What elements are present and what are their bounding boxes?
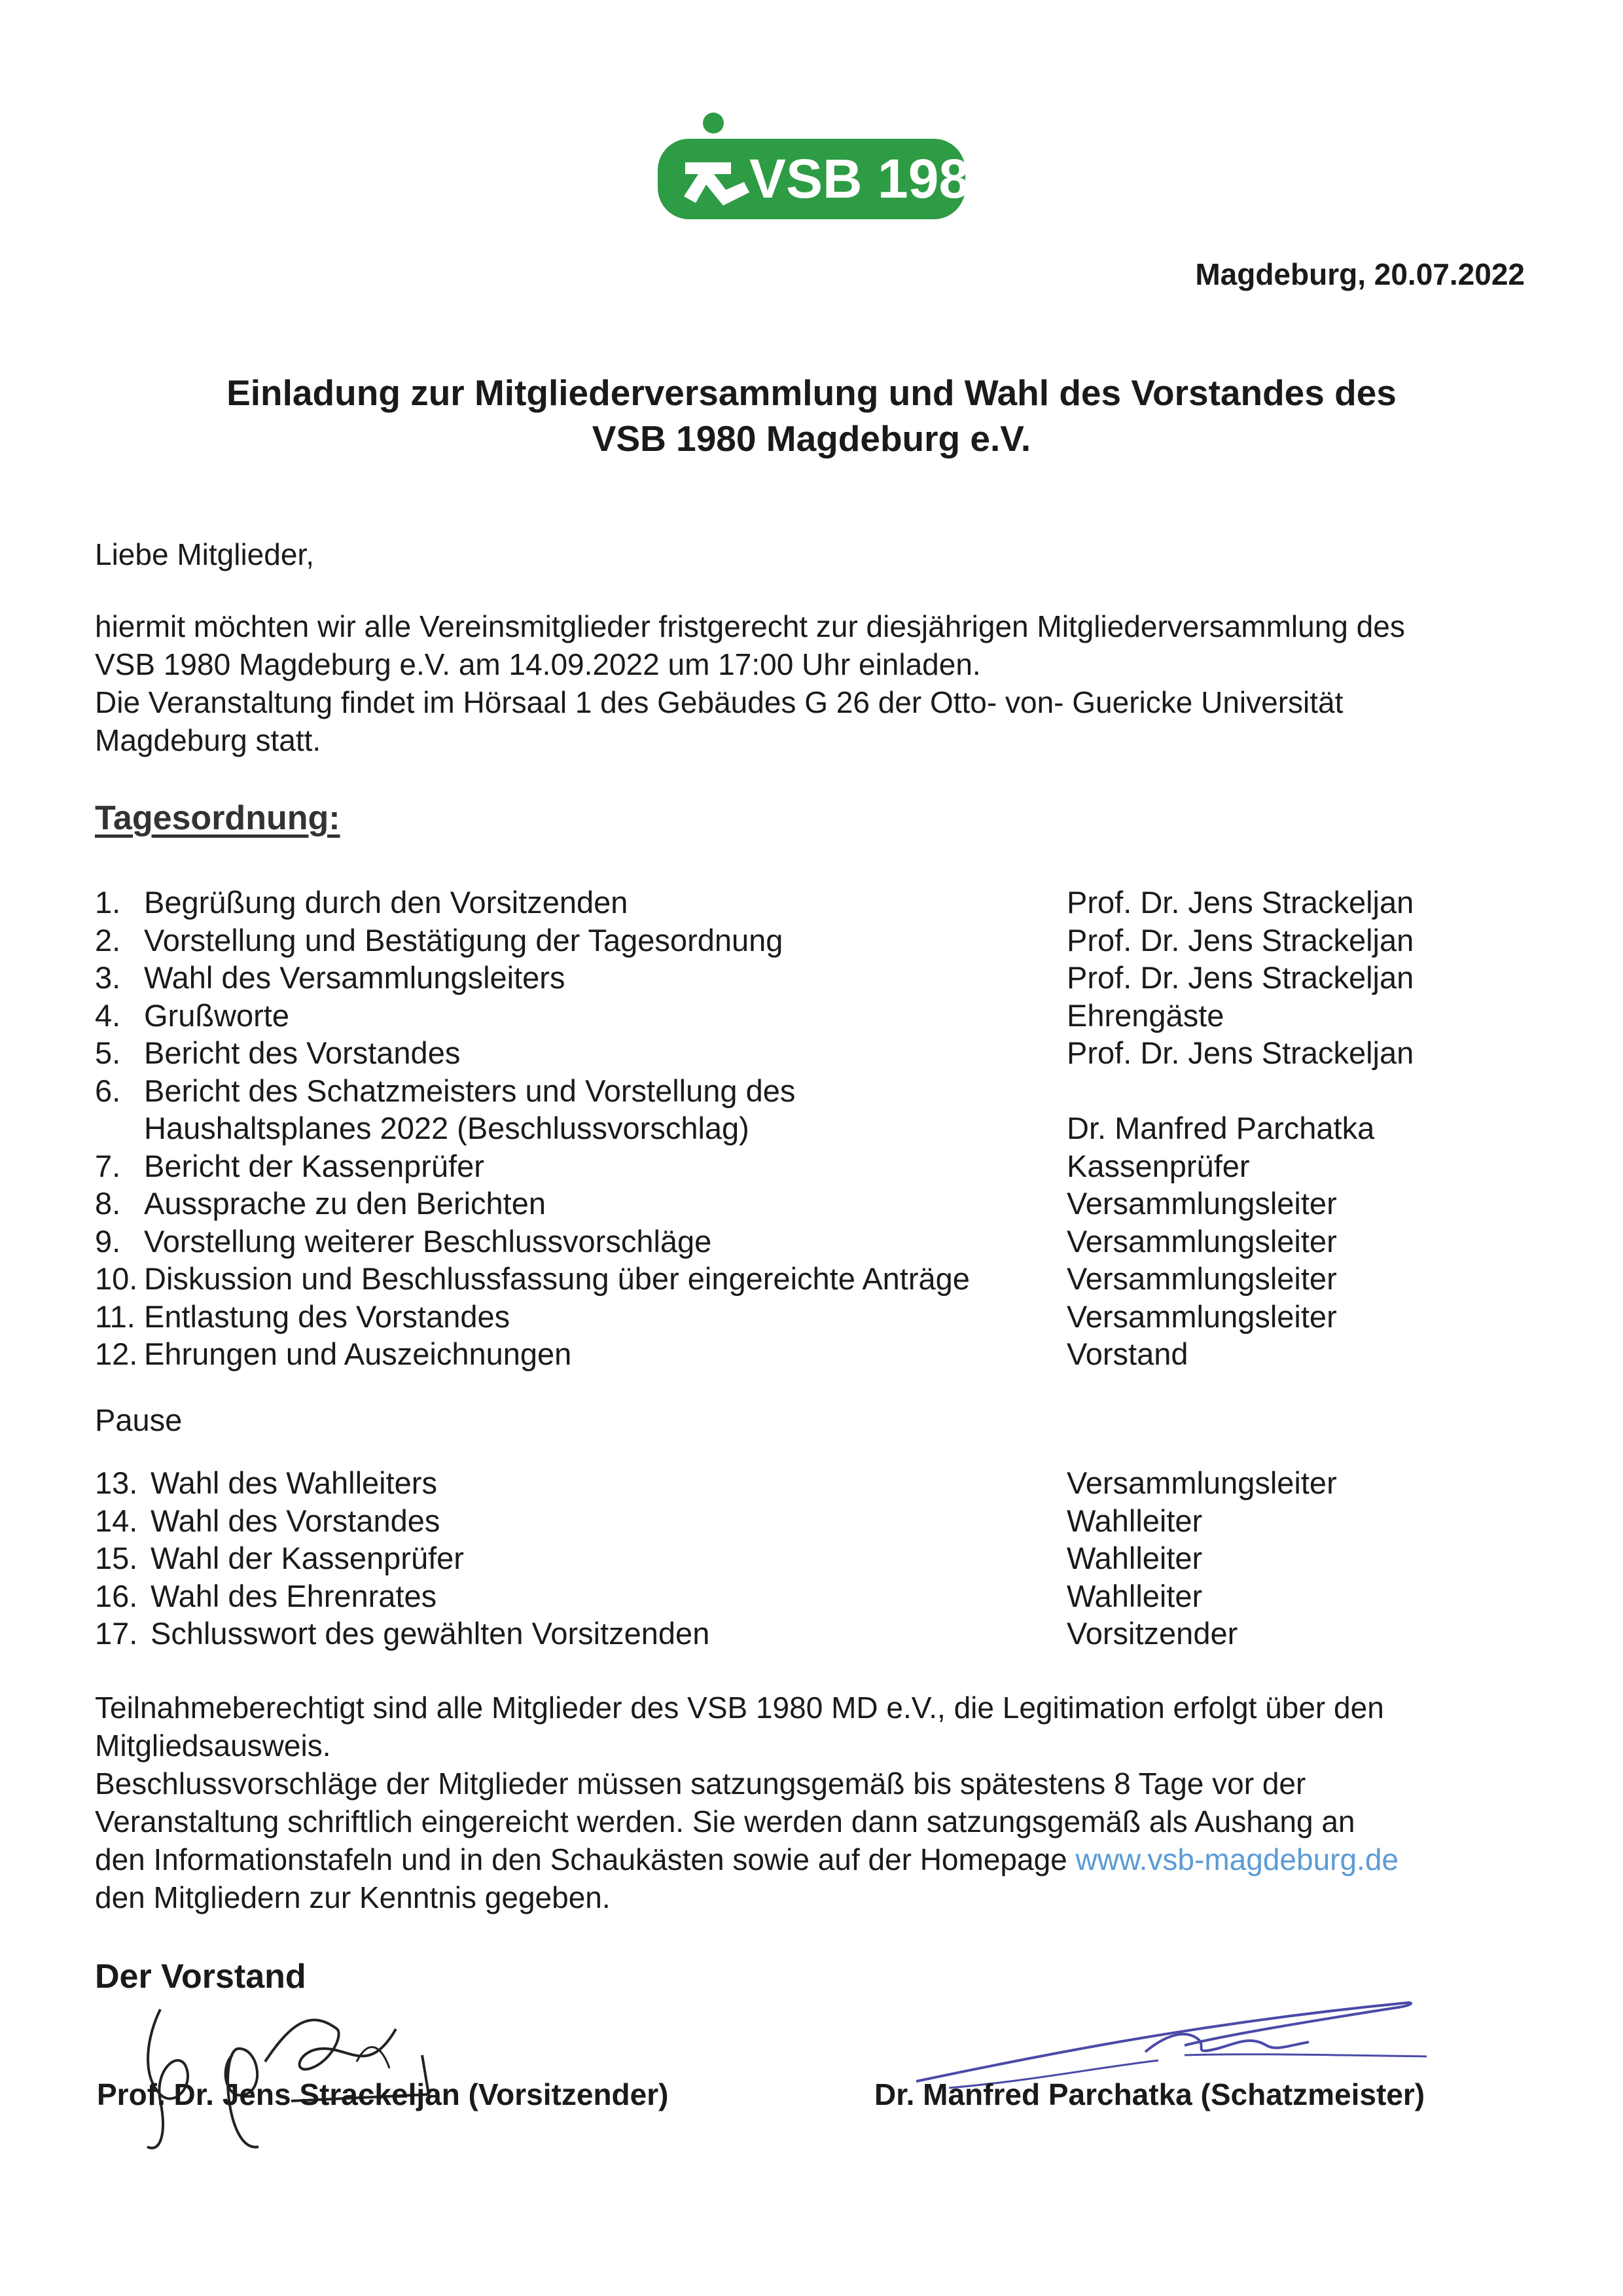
agenda-responsible: Prof. Dr. Jens Strackeljan	[1067, 960, 1414, 995]
pause-label: Pause	[95, 1403, 183, 1437]
agenda-number: 16.	[95, 1578, 138, 1613]
agenda-item: Wahl des Ehrenrates	[151, 1578, 437, 1613]
intro-line-4: Magdeburg statt.	[95, 723, 321, 757]
agenda-number: 7.	[95, 1148, 121, 1183]
agenda-item: Wahl des Vorstandes	[151, 1503, 440, 1538]
closing-paragraph	[95, 1689, 1535, 1916]
title-line-1: Einladung zur Mitgliederversammlung und Wahl des Vorstandes des	[226, 372, 1397, 413]
agenda-number: 17.	[95, 1616, 138, 1651]
intro-paragraph	[95, 607, 1535, 759]
agenda-responsible: Ehrengäste	[1067, 997, 1224, 1033]
agenda-responsible: Versammlungsleiter	[1067, 1465, 1337, 1500]
agenda-row	[95, 1335, 1535, 1373]
agenda-row	[95, 1464, 1535, 1502]
agenda-number: 6.	[95, 1073, 121, 1108]
agenda-responsible: Versammlungsleiter	[1067, 1186, 1337, 1221]
agenda-number: 4.	[95, 997, 121, 1033]
agenda-row	[95, 1539, 1535, 1577]
agenda-responsible: Prof. Dr. Jens Strackeljan	[1067, 885, 1414, 920]
agenda-number: 9.	[95, 1223, 121, 1259]
agenda-item: Schlusswort des gewählten Vorsitzenden	[151, 1616, 710, 1651]
closing-line-4: Veranstaltung schriftlich eingereicht werden. Sie werden dann satzungsgemäß als Aushang an	[95, 1804, 1355, 1839]
agenda-responsible: Kassenprüfer	[1067, 1148, 1250, 1183]
agenda-item: Entlastung des Vorstandes	[144, 1299, 510, 1334]
agenda-row	[95, 1185, 1535, 1223]
vsb-logo-graphic	[658, 111, 1000, 219]
agenda-item: Begrüßung durch den Vorsitzenden	[144, 885, 628, 920]
agenda-item: Aussprache zu den Berichten	[144, 1186, 546, 1221]
agenda-item: Vorstellung und Bestätigung der Tagesordnung	[144, 922, 783, 958]
agenda-responsible: Wahlleiter	[1067, 1503, 1203, 1538]
agenda-item: Bericht der Kassenprüfer	[144, 1148, 484, 1183]
agenda-row	[95, 884, 1535, 922]
agenda-row	[95, 922, 1535, 960]
agenda-responsible: Versammlungsleiter	[1067, 1223, 1337, 1259]
agenda-list-part-2	[95, 1464, 1535, 1653]
agenda-item: Vorstellung weiterer Beschlussvorschläge	[144, 1223, 712, 1259]
agenda-item: Wahl des Wahlleiters	[151, 1465, 437, 1500]
title-line-2: VSB 1980 Magdeburg e.V.	[592, 418, 1031, 459]
agenda-item: Bericht des Schatzmeisters und Vorstellung des	[144, 1073, 796, 1108]
agenda-responsible: Vorstand	[1067, 1336, 1188, 1371]
vsb-logo	[658, 111, 1000, 219]
agenda-number: 12.	[95, 1336, 138, 1371]
agenda-responsible: Versammlungsleiter	[1067, 1261, 1337, 1296]
document-title	[0, 370, 1623, 461]
agenda-row	[95, 1615, 1535, 1653]
agenda-number: 8.	[95, 1186, 121, 1221]
closing-line-3: Beschlussvorschläge der Mitglieder müssen satzungsgemäß bis spätestens 8 Tage vor der	[95, 1767, 1306, 1801]
agenda-item: Wahl der Kassenprüfer	[151, 1541, 464, 1575]
salutation: Liebe Mitglieder,	[95, 537, 314, 571]
agenda-heading: Tagesordnung:	[95, 799, 340, 837]
logo-text: VSB 1980	[749, 148, 1000, 209]
agenda-responsible: Versammlungsleiter	[1067, 1299, 1337, 1334]
agenda-number: 1.	[95, 885, 121, 920]
intro-line-2: VSB 1980 Magdeburg e.V. am 14.09.2022 um 17:00 Uhr einladen.	[95, 647, 981, 681]
agenda-responsible: Prof. Dr. Jens Strackeljan	[1067, 1035, 1414, 1070]
agenda-number: 15.	[95, 1541, 138, 1575]
closing-line-5-text: den Informationstafeln und in den Schaukästen sowie auf der Homepage	[95, 1842, 1076, 1876]
agenda-row	[95, 1072, 1535, 1110]
closing-line-1: Teilnahmeberechtigt sind alle Mitglieder des VSB 1980 MD e.V., die Legitimation erfolgt über den	[95, 1691, 1384, 1725]
agenda-number: 3.	[95, 960, 121, 995]
agenda-responsible: Vorsitzender	[1067, 1616, 1238, 1651]
agenda-item: Grußworte	[144, 997, 289, 1033]
agenda-responsible: Wahlleiter	[1067, 1541, 1203, 1575]
signer-name-1: Prof. Dr. Jens Strackeljan (Vorsitzender)	[97, 2077, 669, 2111]
agenda-responsible: Prof. Dr. Jens Strackeljan	[1067, 922, 1414, 958]
agenda-row	[95, 1034, 1535, 1072]
signature-strackeljan	[134, 1970, 448, 2166]
agenda-row	[95, 1147, 1535, 1185]
agenda-number: 11.	[95, 1299, 135, 1334]
agenda-row	[95, 959, 1535, 997]
agenda-number: 2.	[95, 922, 121, 958]
agenda-number: 13.	[95, 1465, 138, 1500]
agenda-responsible: Dr. Manfred Parchatka	[1067, 1111, 1375, 1145]
closing-line-2: Mitgliedsausweis.	[95, 1729, 331, 1763]
agenda-list-part-1	[95, 884, 1535, 1373]
signoff-heading: Der Vorstand	[95, 1958, 306, 1996]
agenda-row	[95, 1298, 1535, 1336]
agenda-item: Haushaltsplanes 2022 (Beschlussvorschlag)	[144, 1111, 749, 1145]
signer-name-2: Dr. Manfred Parchatka (Schatzmeister)	[874, 2077, 1425, 2111]
agenda-number: 10.	[95, 1261, 138, 1296]
agenda-item: Wahl des Versammlungsleiters	[144, 960, 565, 995]
intro-line-3: Die Veranstaltung findet im Hörsaal 1 des Gebäudes G 26 der Otto- von- Guericke Universität	[95, 685, 1344, 719]
agenda-number: 14.	[95, 1503, 138, 1538]
homepage-link[interactable]: www.vsb-magdeburg.de	[1075, 1842, 1399, 1876]
agenda-item: Bericht des Vorstandes	[144, 1035, 461, 1070]
agenda-row	[95, 1260, 1535, 1298]
agenda-row	[95, 1223, 1535, 1261]
agenda-responsible: Wahlleiter	[1067, 1578, 1203, 1613]
agenda-item: Ehrungen und Auszeichnungen	[144, 1336, 572, 1371]
agenda-row	[95, 1109, 1535, 1147]
agenda-item: Diskussion und Beschlussfassung über eingereichte Anträge	[144, 1261, 970, 1296]
agenda-row	[95, 1502, 1535, 1540]
agenda-number: 5.	[95, 1035, 121, 1070]
agenda-row	[95, 997, 1535, 1035]
intro-line-1: hiermit möchten wir alle Vereinsmitglieder fristgerecht zur diesjährigen Mitgliederversammlung des	[95, 609, 1405, 643]
closing-line-6: den Mitgliedern zur Kenntnis gegeben.	[95, 1880, 611, 1914]
agenda-row	[95, 1577, 1535, 1615]
document-date: Magdeburg, 20.07.2022	[1195, 257, 1525, 291]
closing-line-5	[95, 1840, 1535, 1878]
